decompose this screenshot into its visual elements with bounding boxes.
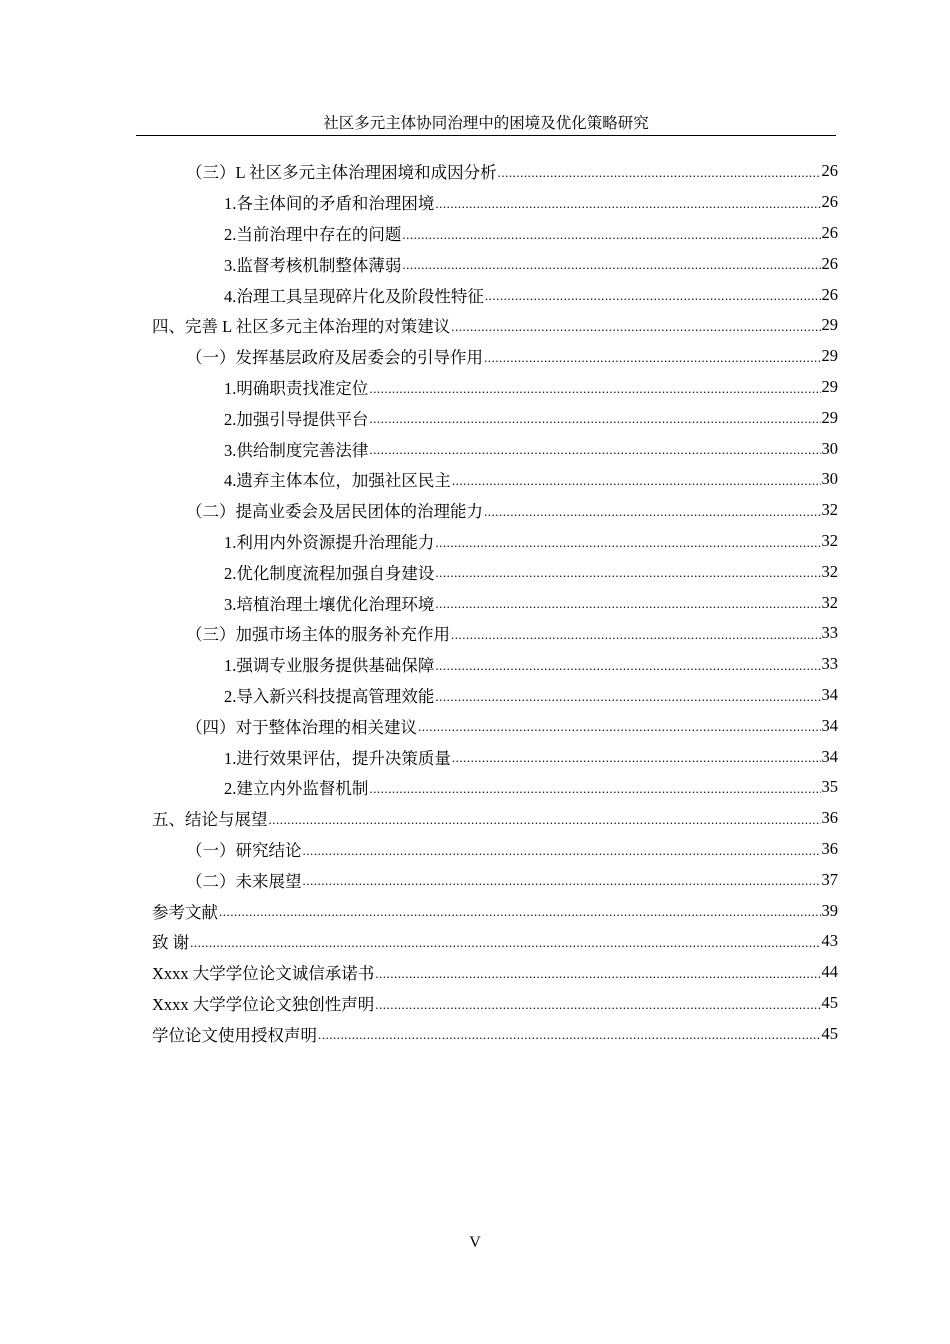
toc-entry[interactable] [224,187,838,218]
toc-dot-leader [219,901,821,920]
toc-entry[interactable] [186,618,838,649]
toc-entry-title: 1.强调专业服务提供基础保障 [224,656,435,676]
toc-entry-title: 3.供给制度完善法律 [224,440,369,460]
toc-entry-title: 2.优化制度流程加强自身建设 [224,563,435,583]
toc-entry[interactable] [152,803,838,834]
toc-entry[interactable] [186,834,838,865]
toc-dot-leader [318,1024,821,1043]
toc-entry-page: 29 [821,315,838,335]
toc-entry[interactable] [224,587,838,618]
toc-dot-leader [418,716,821,735]
toc-entry[interactable] [186,341,838,372]
toc-entry-page: 43 [821,931,838,951]
table-of-contents [0,156,950,1049]
toc-entry-title: Xxxx 大学学位论文诚信承诺书 [152,964,375,984]
toc-entry-page: 34 [821,746,838,766]
toc-entry-title: （一）研究结论 [186,840,302,860]
toc-dot-leader [498,162,821,181]
toc-entry-title: 四、完善 L 社区多元主体治理的对策建议 [152,317,451,337]
toc-entry-page: 30 [821,438,838,458]
toc-entry-title: 参考文献 [152,902,218,922]
running-header-title: 社区多元主体协同治理中的困境及优化策略研究 [323,115,649,132]
toc-entry-title: （三）加强市场主体的服务补充作用 [186,625,450,645]
toc-dot-leader [484,501,821,520]
toc-entry-title: 2.建立内外监督机制 [224,779,369,799]
toc-dot-leader [375,994,820,1013]
toc-entry[interactable] [152,988,838,1019]
toc-dot-leader [369,778,820,797]
toc-entry-title: 1.进行效果评估，提升决策质量 [224,748,451,768]
toc-entry[interactable] [224,526,838,557]
toc-entry-title: （二）未来展望 [186,871,302,891]
toc-dot-leader [369,408,820,427]
toc-dot-leader [484,347,821,366]
toc-entry-page: 26 [821,222,838,242]
toc-dot-leader [435,532,820,551]
toc-entry-page: 34 [821,684,838,704]
toc-entry[interactable] [186,495,838,526]
toc-dot-leader [485,285,821,304]
toc-dot-leader [435,686,820,705]
toc-entry-title: 4.遗弃主体本位，加强社区民主 [224,471,451,491]
toc-entry-title: 3.培植治理土壤优化治理环境 [224,594,435,614]
toc-entry-page: 26 [821,284,838,304]
toc-dot-leader [435,593,820,612]
toc-entry-title: Xxxx 大学学位论文独创性声明 [152,994,375,1014]
toc-entry-title: 五、结论与展望 [152,810,268,830]
toc-dot-leader [402,254,820,273]
toc-entry[interactable] [224,556,838,587]
toc-entry-page: 26 [821,192,838,212]
toc-entry-page: 29 [821,376,838,396]
toc-dot-leader [269,809,821,828]
toc-entry-title: 3.监督考核机制整体薄弱 [224,255,402,275]
toc-entry-page: 32 [821,592,838,612]
toc-entry-title: 学位论文使用授权声明 [152,1025,317,1045]
toc-dot-leader [402,224,820,243]
toc-entry-page: 37 [821,869,838,889]
toc-entry-page: 29 [821,407,838,427]
toc-entry-page: 33 [821,654,838,674]
toc-entry-page: 33 [821,623,838,643]
toc-entry-title: 1.利用内外资源提升治理能力 [224,532,435,552]
toc-entry[interactable] [224,741,838,772]
toc-entry-page: 44 [821,962,838,982]
toc-dot-leader [303,840,821,859]
toc-entry[interactable] [224,772,838,803]
toc-entry[interactable] [224,248,838,279]
toc-entry-page: 26 [821,253,838,273]
toc-entry-title: 2.加强引导提供平台 [224,409,369,429]
toc-entry-page: 36 [821,838,838,858]
toc-entry-title: （四）对于整体治理的相关建议 [186,717,417,737]
toc-entry-title: 4.治理工具呈现碎片化及阶段性特征 [224,286,484,306]
toc-entry-title: （一）发挥基层政府及居委会的引导作用 [186,348,483,368]
toc-entry-page: 39 [821,900,838,920]
toc-entry[interactable] [152,895,838,926]
toc-dot-leader [435,193,820,212]
toc-dot-leader [451,624,821,643]
toc-entry-page: 32 [821,530,838,550]
toc-entry-page: 32 [821,500,838,520]
toc-entry-title: （三）L 社区多元主体治理困境和成因分析 [186,163,497,183]
toc-entry-page: 26 [821,161,838,181]
toc-dot-leader [369,378,820,397]
toc-entry-title: 2.导入新兴科技提高管理效能 [224,686,435,706]
toc-entry-title: （二）提高业委会及居民团体的治理能力 [186,502,483,522]
toc-entry[interactable] [224,279,838,310]
toc-entry[interactable] [186,710,838,741]
toc-dot-leader [435,562,820,581]
toc-dot-leader [435,655,820,674]
toc-dot-leader [452,747,821,766]
toc-entry[interactable] [224,680,838,711]
toc-dot-leader [303,870,821,889]
toc-dot-leader [369,439,820,458]
toc-entry-page: 30 [821,469,838,489]
toc-entry[interactable] [186,156,838,187]
toc-entry[interactable] [224,218,838,249]
toc-entry-title: 1.明确职责找准定位 [224,378,369,398]
toc-entry-page: 35 [821,777,838,797]
toc-entry[interactable] [224,402,838,433]
toc-entry[interactable] [152,1018,838,1049]
toc-entry-page: 45 [821,1023,838,1043]
header-rule [136,135,836,136]
toc-entry[interactable] [224,464,838,495]
toc-entry-title: 致 谢 [152,933,190,953]
toc-entry[interactable] [224,649,838,680]
toc-entry[interactable] [152,310,838,341]
toc-entry[interactable] [186,864,838,895]
toc-entry-page: 32 [821,561,838,581]
toc-entry-page: 34 [821,715,838,735]
toc-dot-leader [190,932,820,951]
toc-dot-leader [452,470,821,489]
page-number: V [469,1234,481,1251]
toc-entry-page: 45 [821,992,838,1012]
toc-entry-title: 1.各主体间的矛盾和治理困境 [224,194,435,214]
toc-entry[interactable] [224,372,838,403]
toc-entry-title: 2.当前治理中存在的问题 [224,224,402,244]
toc-dot-leader [375,963,820,982]
toc-entry-page: 36 [821,808,838,828]
toc-entry-page: 29 [821,346,838,366]
toc-entry[interactable] [152,957,838,988]
toc-dot-leader [451,316,820,335]
toc-entry[interactable] [224,433,838,464]
toc-entry[interactable] [152,926,838,957]
